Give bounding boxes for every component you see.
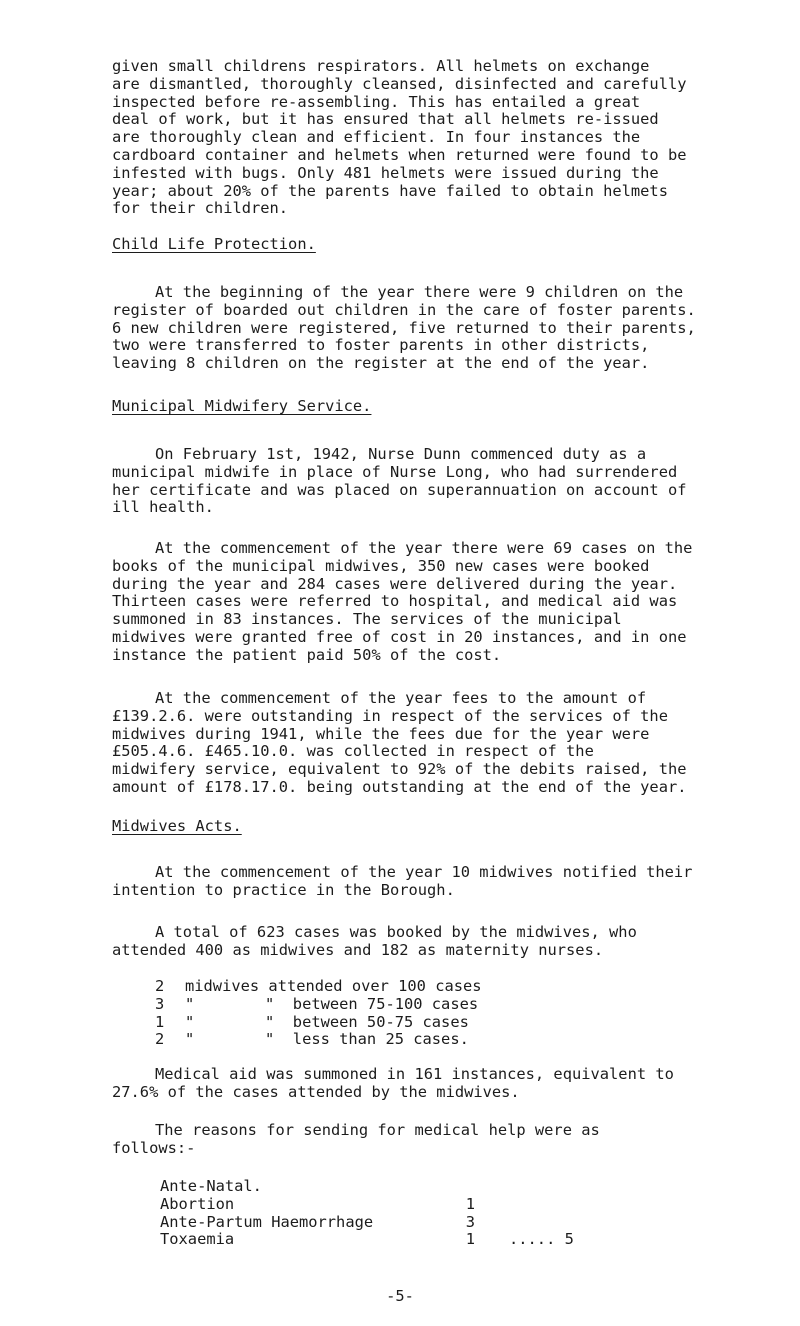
reason-total	[475, 1196, 509, 1214]
text-line: 27.6% of the cases attended by the midwives.	[112, 1082, 520, 1101]
intro-paragraph	[112, 58, 764, 218]
attendance-label: "	[185, 1012, 195, 1031]
reason-count: 1	[465, 1230, 475, 1249]
text-line: given small childrens respirators. All helmets on exchange	[112, 57, 650, 75]
attendance-detail: " less than 25 cases.	[265, 1030, 469, 1049]
section-heading: Municipal Midwifery Service.	[112, 397, 372, 415]
midwives-acts-paragraph-1	[112, 864, 764, 900]
text-line: The reasons for sending for medical help were as	[155, 1121, 600, 1139]
midwives-acts-heading	[112, 818, 764, 836]
text-line: midwifery service, equivalent to 92% of the debits raised, the	[112, 760, 687, 779]
list-item	[155, 978, 764, 996]
reason-total	[475, 1214, 509, 1232]
text-line: during the year and 284 cases were delivered during the year.	[112, 574, 678, 593]
attendance-list	[155, 978, 764, 1049]
attendance-count: 2	[155, 977, 165, 995]
reason-count: 3	[465, 1212, 475, 1231]
text-line: summoned in 83 instances. The services of the municipal	[112, 610, 622, 629]
text-line: inspected before re-assembling. This has entailed a great	[112, 92, 641, 111]
midwifery-paragraph-3	[112, 690, 764, 797]
section-heading: Child Life Protection.	[112, 235, 316, 253]
attendance-label: "	[185, 994, 195, 1013]
text-line: for their children.	[112, 199, 289, 218]
text-line: year; about 20% of the parents have failed to obtain helmets	[112, 181, 668, 200]
text-line: instance the patient paid 50% of the cost.	[112, 645, 502, 664]
list-item	[155, 1031, 764, 1049]
attendance-label: midwives	[185, 977, 260, 995]
section-heading: Midwives Acts.	[112, 817, 242, 835]
text-line: follows:-	[112, 1138, 196, 1157]
text-line: midwives were granted free of cost in 20 instances, and in one	[112, 627, 687, 646]
text-line: Thirteen cases were referred to hospital, and medical aid was	[112, 592, 678, 611]
text-line: municipal midwife in place of Nurse Long, who had surrendered	[112, 462, 678, 481]
attendance-detail: attended over 100 cases	[268, 977, 482, 995]
text-line: leaving 8 children on the register at the end of the year.	[112, 354, 650, 373]
list-item	[160, 1231, 764, 1249]
text-line: 6 new children were registered, five returned to their parents,	[112, 318, 696, 337]
text-line: On February 1st, 1942, Nurse Dunn commenced duty as a	[155, 445, 647, 463]
list-item	[155, 1014, 764, 1032]
reasons-list	[160, 1178, 764, 1249]
list-item	[155, 996, 764, 1014]
text-line: attended 400 as midwives and 182 as maternity nurses.	[112, 940, 604, 959]
text-line: At the commencement of the year there were 69 cases on the	[155, 539, 693, 557]
attendance-text	[259, 978, 268, 996]
text-line: midwives during 1941, while the fees due for the year were	[112, 724, 650, 743]
text-line: amount of £178.17.0. being outstanding at the end of the year.	[112, 777, 687, 796]
text-line: two were transferred to foster parents in other districts,	[112, 336, 650, 355]
text-line: are thoroughly clean and efficient. In four instances the	[112, 128, 641, 147]
reasons-heading: Ante-Natal.	[160, 1177, 262, 1195]
page-number: -5-	[386, 1287, 414, 1305]
text-line: her certificate and was placed on superannuation on account of	[112, 480, 687, 499]
midwifery-paragraph-2	[112, 540, 764, 665]
text-line: At the commencement of the year 10 midwives notified their	[155, 863, 693, 881]
reason-label: Toxaemia	[160, 1230, 235, 1249]
attendance-count: 1	[155, 1012, 165, 1031]
midwives-acts-paragraph-4	[112, 1122, 764, 1158]
text-line: are dismantled, thoroughly cleansed, disinfected and carefully	[112, 74, 687, 93]
text-line: Medical aid was summoned in 161 instances, equivalent to	[155, 1065, 674, 1083]
text-line: £139.2.6. were outstanding in respect of the services of the	[112, 706, 668, 725]
reason-label: Ante-Partum Haemorrhage	[160, 1212, 374, 1231]
text-line: At the beginning of the year there were 9 children on the	[155, 283, 684, 301]
attendance-count: 3	[155, 994, 165, 1013]
text-line: £505.4.6. £465.10.0. was collected in respect of the	[112, 742, 594, 761]
text-line: ill health.	[112, 498, 214, 517]
text-line: register of boarded out children in the care of foster parents.	[112, 300, 696, 319]
midwives-acts-paragraph-2	[112, 924, 764, 960]
list-item	[160, 1214, 764, 1232]
text-line: intention to practice in the Borough.	[112, 880, 455, 899]
text-line: A total of 623 cases was booked by the midwives, who	[155, 923, 637, 941]
text-line: books of the municipal midwives, 350 new cases were booked	[112, 556, 650, 575]
child-life-paragraph	[112, 284, 764, 373]
attendance-label: "	[185, 1030, 195, 1049]
list-item	[160, 1196, 764, 1214]
reason-total: ..... 5	[509, 1230, 574, 1249]
text-line: deal of work, but it has ensured that all helmets re-issued	[112, 110, 659, 129]
attendance-detail: " between 50-75 cases	[265, 1012, 469, 1031]
reason-count: 1	[465, 1194, 475, 1213]
child-life-heading	[112, 236, 764, 254]
text-line: At the commencement of the year fees to the amount of	[155, 689, 647, 707]
text-line: infested with bugs. Only 481 helmets were issued during the	[112, 163, 659, 182]
reason-label: Abortion	[160, 1194, 235, 1213]
midwives-acts-paragraph-3	[112, 1066, 764, 1102]
text-line: cardboard container and helmets when returned were found to be	[112, 145, 687, 164]
attendance-count: 2	[155, 1030, 165, 1049]
midwifery-paragraph-1	[112, 446, 764, 517]
municipal-midwifery-heading	[112, 398, 764, 416]
attendance-detail: " between 75-100 cases	[265, 994, 479, 1013]
